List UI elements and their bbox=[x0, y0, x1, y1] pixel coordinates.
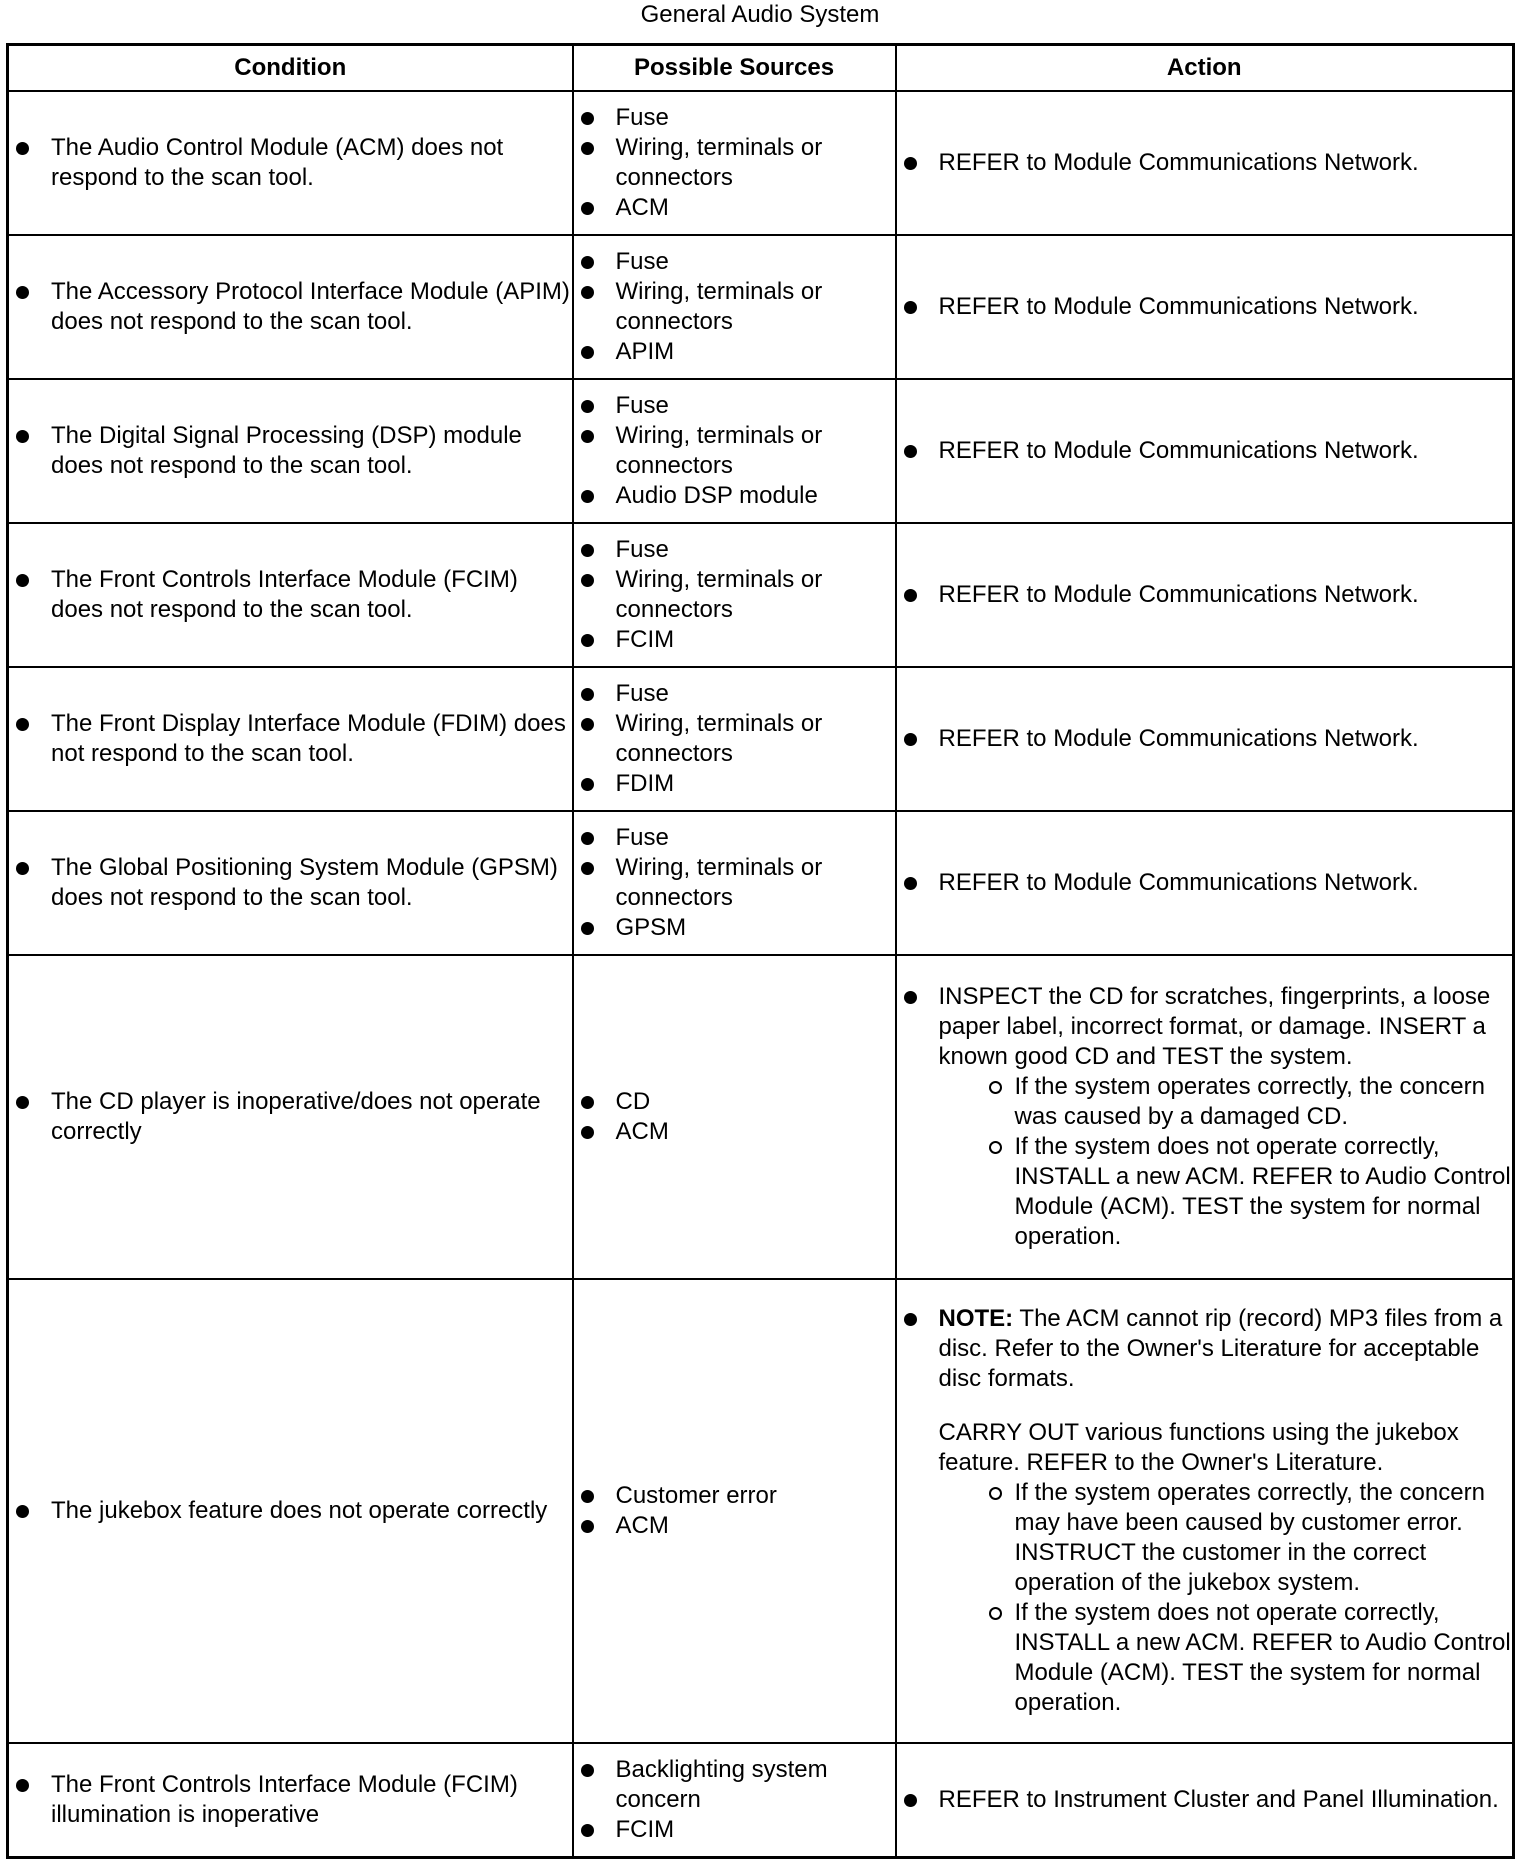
action-text: INSPECT the CD for scratches, fingerprints, a loose paper label, incorrect format, or damage. INSERT a known good CD and TEST the system. bbox=[938, 983, 1491, 1070]
source-item: Wiring, terminals or connectors bbox=[574, 853, 895, 913]
table-row bbox=[8, 235, 1514, 379]
sources-cell bbox=[573, 523, 896, 667]
table-row bbox=[8, 91, 1514, 235]
action-cell bbox=[896, 379, 1514, 523]
header-action: Action bbox=[896, 45, 1514, 92]
action-cell bbox=[896, 235, 1514, 379]
source-item: Fuse bbox=[574, 679, 895, 709]
note bbox=[939, 1304, 1513, 1394]
source-item: Customer error bbox=[574, 1481, 895, 1511]
condition-text: The Digital Signal Processing (DSP) module does not respond to the scan tool. bbox=[9, 421, 572, 481]
source-item: APIM bbox=[574, 337, 895, 367]
sub-action-item: If the system operates correctly, the concern was caused by a damaged CD. bbox=[989, 1072, 1513, 1132]
source-item: Audio DSP module bbox=[574, 481, 895, 511]
sources-cell bbox=[573, 379, 896, 523]
source-item: ACM bbox=[574, 193, 895, 223]
action-text: REFER to Module Communications Network. bbox=[897, 868, 1513, 898]
source-item: Fuse bbox=[574, 535, 895, 565]
source-item: CD bbox=[574, 1087, 895, 1117]
condition-text: The CD player is inoperative/does not operate correctly bbox=[9, 1087, 572, 1147]
condition-cell bbox=[8, 1279, 573, 1743]
condition-text: The Global Positioning System Module (GPSM) does not respond to the scan tool. bbox=[9, 853, 572, 913]
source-item: Wiring, terminals or connectors bbox=[574, 133, 895, 193]
action-text: REFER to Instrument Cluster and Panel Illumination. bbox=[897, 1785, 1513, 1815]
action-text: REFER to Module Communications Network. bbox=[897, 580, 1513, 610]
sub-action-item: If the system does not operate correctly, INSTALL a new ACM. REFER to Audio Control Module (ACM). TEST the system for normal operation. bbox=[989, 1598, 1513, 1718]
source-item: FCIM bbox=[574, 1815, 895, 1845]
condition-cell bbox=[8, 235, 573, 379]
condition-cell bbox=[8, 955, 573, 1279]
sources-cell bbox=[573, 811, 896, 955]
condition-text: The Front Controls Interface Module (FCIM) illumination is inoperative bbox=[9, 1770, 572, 1830]
condition-cell bbox=[8, 379, 573, 523]
condition-text: The jukebox feature does not operate correctly bbox=[9, 1496, 572, 1526]
condition-text: The Audio Control Module (ACM) does not respond to the scan tool. bbox=[9, 133, 572, 193]
action-text: REFER to Module Communications Network. bbox=[897, 292, 1513, 322]
action-text: REFER to Module Communications Network. bbox=[897, 148, 1513, 178]
table-row bbox=[8, 379, 1514, 523]
table-row bbox=[8, 667, 1514, 811]
action-cell bbox=[896, 91, 1514, 235]
source-item: ACM bbox=[574, 1117, 895, 1147]
sources-cell bbox=[573, 1279, 896, 1743]
table-row bbox=[8, 811, 1514, 955]
source-item: Backlighting system concern bbox=[574, 1755, 895, 1815]
table-row bbox=[8, 1743, 1514, 1857]
diagnostic-table bbox=[6, 43, 1515, 1859]
note-text: The ACM cannot rip (record) MP3 files from a disc. Refer to the Owner's Literature for acceptable disc formats. bbox=[938, 1305, 1503, 1392]
source-item: FDIM bbox=[574, 769, 895, 799]
action-cell bbox=[896, 955, 1514, 1279]
condition-cell bbox=[8, 667, 573, 811]
condition-cell bbox=[8, 811, 573, 955]
condition-cell bbox=[8, 1743, 573, 1857]
sources-cell bbox=[573, 955, 896, 1279]
sub-action-item: If the system operates correctly, the concern may have been caused by customer error. INSTRUCT the customer in the correct operation of the jukebox system. bbox=[989, 1478, 1513, 1598]
table-row bbox=[8, 523, 1514, 667]
condition-text: The Front Display Interface Module (FDIM) does not respond to the scan tool. bbox=[9, 709, 572, 769]
source-item: Fuse bbox=[574, 247, 895, 277]
action-cell bbox=[896, 811, 1514, 955]
sources-cell bbox=[573, 235, 896, 379]
source-item: FCIM bbox=[574, 625, 895, 655]
source-item: ACM bbox=[574, 1511, 895, 1541]
action-cell bbox=[896, 1743, 1514, 1857]
source-item: GPSM bbox=[574, 913, 895, 943]
sources-cell bbox=[573, 91, 896, 235]
action-cell bbox=[896, 1279, 1514, 1743]
source-item: Fuse bbox=[574, 391, 895, 421]
action-text: CARRY OUT various functions using the jukebox feature. REFER to the Owner's Literature. bbox=[938, 1419, 1459, 1476]
action-cell bbox=[896, 667, 1514, 811]
action-text: REFER to Module Communications Network. bbox=[897, 724, 1513, 754]
table-row bbox=[8, 955, 1514, 1279]
condition-text: The Front Controls Interface Module (FCIM) does not respond to the scan tool. bbox=[9, 565, 572, 625]
header-possible-sources: Possible Sources bbox=[573, 45, 896, 92]
note-label: NOTE: bbox=[938, 1305, 1014, 1332]
source-item: Fuse bbox=[574, 103, 895, 133]
condition-cell bbox=[8, 523, 573, 667]
action-text: REFER to Module Communications Network. bbox=[897, 436, 1513, 466]
header-condition: Condition bbox=[8, 45, 573, 92]
condition-text: The Accessory Protocol Interface Module (APIM) does not respond to the scan tool. bbox=[9, 277, 572, 337]
action-cell bbox=[896, 523, 1514, 667]
header-row bbox=[8, 45, 1514, 92]
source-item: Wiring, terminals or connectors bbox=[574, 565, 895, 625]
action-item bbox=[897, 1304, 1513, 1718]
sources-cell bbox=[573, 1743, 896, 1857]
sub-action-item: If the system does not operate correctly, INSTALL a new ACM. REFER to Audio Control Module (ACM). TEST the system for normal operation. bbox=[989, 1132, 1513, 1252]
source-item: Wiring, terminals or connectors bbox=[574, 277, 895, 337]
condition-cell bbox=[8, 91, 573, 235]
action-item bbox=[897, 982, 1513, 1252]
sources-cell bbox=[573, 667, 896, 811]
table-caption: General Audio System bbox=[640, 1, 880, 28]
source-item: Fuse bbox=[574, 823, 895, 853]
source-item: Wiring, terminals or connectors bbox=[574, 421, 895, 481]
source-item: Wiring, terminals or connectors bbox=[574, 709, 895, 769]
table-row bbox=[8, 1279, 1514, 1743]
